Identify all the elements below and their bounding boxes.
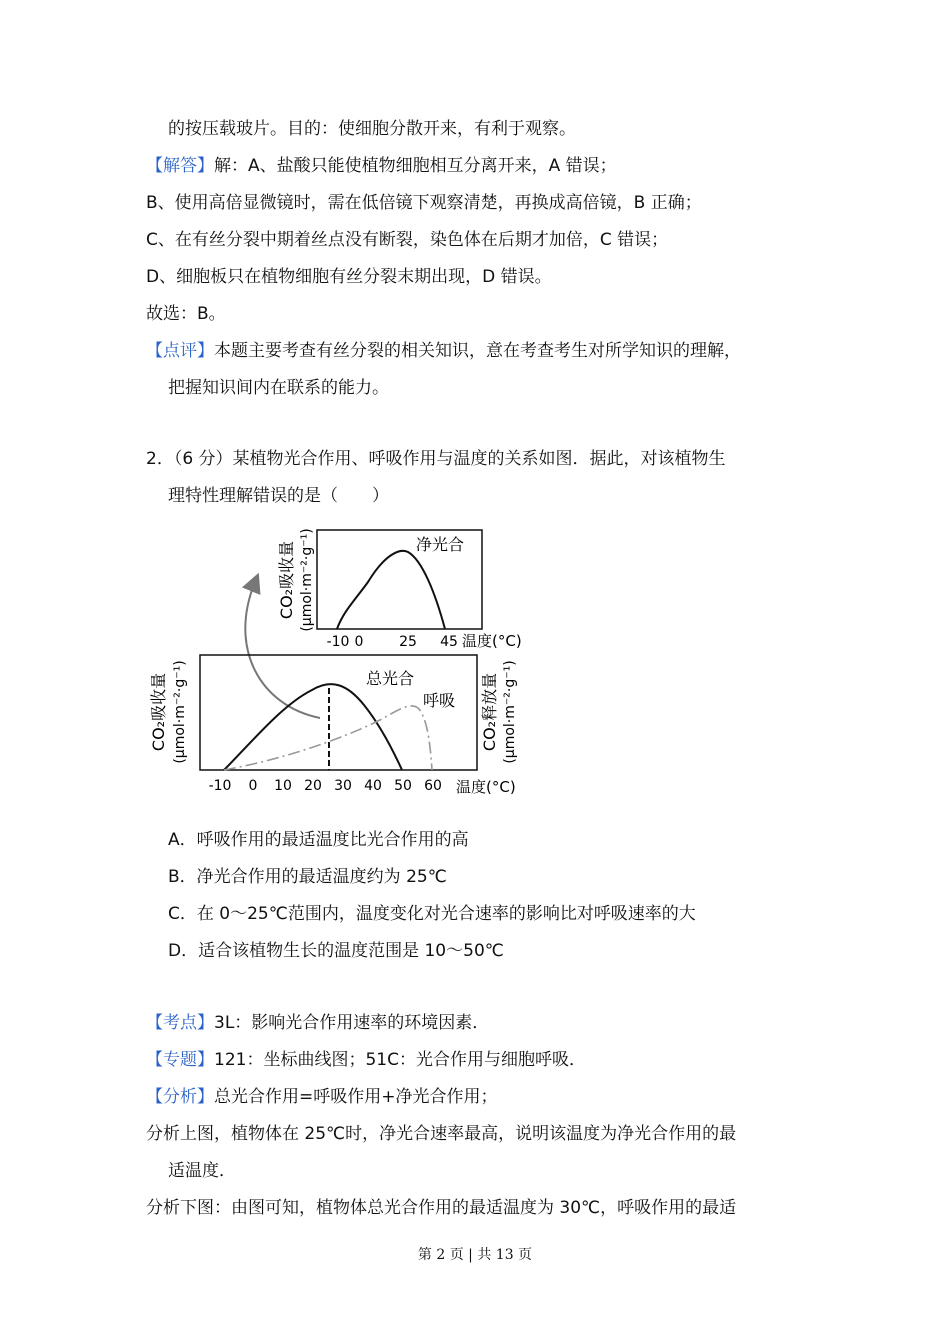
option-d: D．适合该植物生长的温度范围是 10～50℃ <box>168 941 504 961</box>
top-xlabel: 温度(°C) <box>462 632 522 650</box>
topic <box>146 1049 586 1071</box>
analysis-p2: 分析下图：由图可知，植物体总光合作用的最适温度为 30℃，呼吸作用的最适 <box>146 1198 737 1218</box>
bottom-ylabel-right: CO₂释放量 <box>480 672 499 752</box>
top-yunit: (μmol·m⁻²·g⁻¹) <box>299 528 315 632</box>
top-curve-label: 净光合 <box>416 535 465 554</box>
review-cont: 把握知识间内在联系的能力。 <box>168 378 389 398</box>
answer-para <box>146 155 617 177</box>
bottom-xtick-1: 0 <box>248 778 258 794</box>
bottom-xtick-4: 30 <box>334 778 352 794</box>
fx-text: 总光合作用=呼吸作用+净光合作用； <box>214 1087 498 1107</box>
review-para <box>146 340 741 362</box>
total-label: 总光合 <box>366 669 415 688</box>
analysis-p1-cont: 适温度． <box>168 1161 236 1181</box>
option-c: C．在 0～25℃范围内，温度变化对光合速率的影响比对呼吸速率的大 <box>168 904 696 924</box>
option-b: B．净光合作用的最适温度约为 25℃ <box>168 867 447 887</box>
bottom-xtick-0: -10 <box>208 778 232 794</box>
kd-text: 3L：影响光合作用速率的环境因素． <box>214 1013 490 1033</box>
temperature-figure <box>140 520 550 810</box>
top-xtick-0: -10 <box>326 634 350 650</box>
bottom-xtick-6: 50 <box>394 778 412 794</box>
answer-d: D、细胞板只在植物细胞有丝分裂末期出现，D 错误。 <box>146 267 552 287</box>
fx-tag: 【分析】 <box>146 1087 214 1107</box>
analysis <box>146 1086 498 1108</box>
kd-tag: 【考点】 <box>146 1013 214 1033</box>
question-stem: 2．（6 分）某植物光合作用、呼吸作用与温度的关系如图．据此，对该植物生 <box>146 449 726 469</box>
bottom-ylabel-left: CO₂吸收量 <box>149 672 168 752</box>
prev-cont: 的按压载玻片。目的：使细胞分散开来，有利于观察。 <box>168 119 576 139</box>
bottom-xtick-3: 20 <box>304 778 322 794</box>
zt-text: 121：坐标曲线图；51C：光合作用与细胞呼吸． <box>214 1050 586 1070</box>
top-ylabel: CO₂吸收量 <box>277 540 296 620</box>
top-xtick-2: 25 <box>399 634 417 650</box>
resp-label: 呼吸 <box>423 691 456 710</box>
option-a: A．呼吸作用的最适温度比光合作用的高 <box>168 830 469 850</box>
zt-tag: 【专题】 <box>146 1050 214 1070</box>
analysis-p1: 分析上图，植物体在 25℃时，净光合速率最高，说明该温度为净光合作用的最 <box>146 1124 737 1144</box>
page-footer: 第 2 页 | 共 13 页 <box>417 1247 533 1263</box>
answer-c: C、在有丝分裂中期着丝点没有断裂，染色体在后期才加倍，C 错误； <box>146 230 669 250</box>
bottom-xlabel: 温度(°C) <box>456 778 516 796</box>
bottom-xtick-7: 60 <box>424 778 442 794</box>
total-photosynthesis-curve <box>224 684 402 770</box>
review-tag: 【点评】 <box>146 341 214 361</box>
question-stem-cont: 理特性理解错误的是（ ） <box>168 486 389 506</box>
review-text: 本题主要考查有丝分裂的相关知识，意在考查考生对所学知识的理解， <box>214 341 741 361</box>
answer-tag: 【解答】 <box>146 156 214 176</box>
bottom-xtick-2: 10 <box>274 778 292 794</box>
answer-lead: 解：A、盐酸只能使植物细胞相互分离开来，A 错误； <box>214 156 617 176</box>
answer-choice: 故选：B。 <box>146 304 226 324</box>
bottom-xtick-5: 40 <box>364 778 382 794</box>
bottom-yunit-right: (μmol·m⁻²·g⁻¹) <box>502 660 518 764</box>
net-photosynthesis-curve <box>337 551 445 629</box>
bottom-yunit-left: (μmol·m⁻²·g⁻¹) <box>172 660 188 764</box>
top-xtick-3: 45 <box>440 634 458 650</box>
knowledge-point <box>146 1012 489 1034</box>
answer-b: B、使用高倍显微镜时，需在低倍镜下观察清楚，再换成高倍镜，B 正确； <box>146 193 702 213</box>
top-xtick-1: 0 <box>354 634 364 650</box>
